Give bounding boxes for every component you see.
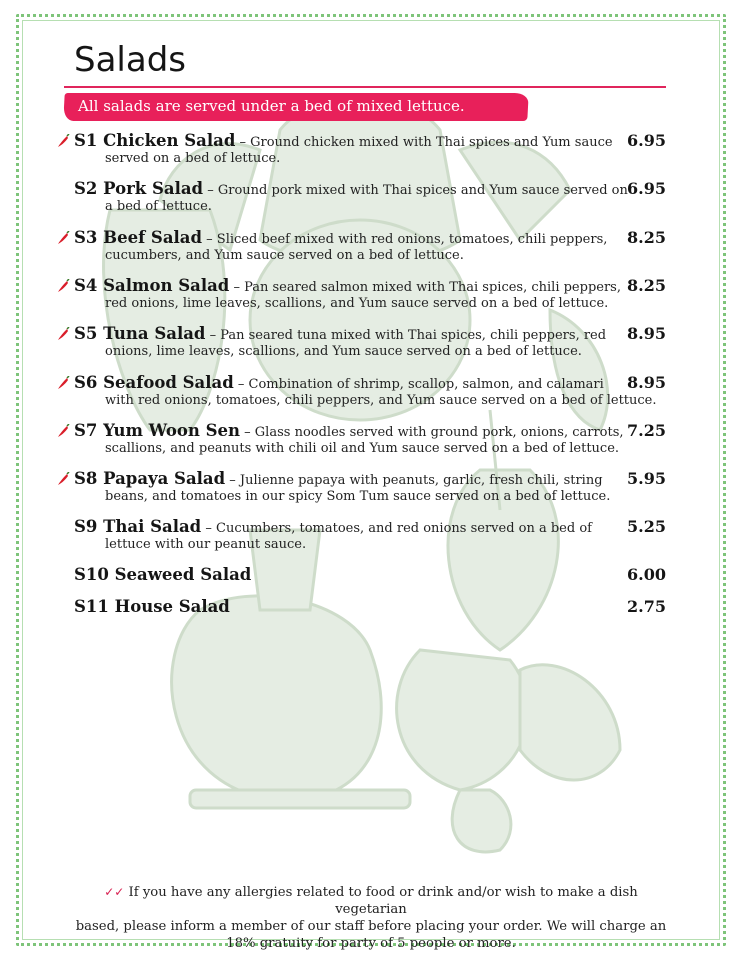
menu-item-description-continued: cucumbers, and Yum sauce served on a bed of lettuce. — [105, 248, 464, 263]
menu-item-description: Glass noodles served with ground pork, onions, carrots, — [254, 425, 624, 440]
menu-item-separator: – — [203, 183, 218, 198]
menu-item-separator: – — [235, 135, 251, 150]
menu-item — [74, 517, 664, 552]
menu-item-price: 7.25 — [627, 421, 666, 440]
chili-pepper-icon — [56, 231, 70, 245]
page-title: Salads — [74, 40, 186, 80]
menu-item-description: Combination of shrimp, scallop, salmon, and calamari — [248, 377, 604, 392]
menu-item — [74, 276, 664, 311]
menu-item-description-continued: red onions, lime leaves, scallions, and Yum sauce served on a bed of lettuce. — [105, 296, 609, 311]
menu-item-description-continued: scallions, and peanuts with chili oil and Yum sauce served on a bed of lettuce. — [105, 441, 620, 456]
menu-item — [74, 597, 664, 616]
menu-item-line — [74, 228, 664, 247]
menu-item-line — [74, 131, 664, 150]
chili-pepper-icon — [56, 376, 70, 390]
menu-item-line — [74, 421, 664, 440]
menu-item-name: S7 Yum Woon Sen — [74, 421, 241, 440]
menu-item — [74, 565, 664, 584]
menu-item-price: 6.00 — [627, 565, 666, 584]
chili-pepper-icon — [56, 279, 70, 293]
menu-item-line — [74, 373, 664, 392]
menu-item-name: S10 Seaweed Salad — [74, 565, 252, 584]
menu-item-name: S9 Thai Salad — [74, 517, 202, 536]
menu-item-price: 8.25 — [627, 276, 666, 295]
menu-item-price: 5.25 — [627, 517, 666, 536]
menu-item-separator: – — [229, 280, 245, 295]
menu-item-description-continued: lettuce with our peanut sauce. — [105, 537, 307, 552]
menu-item-separator: – — [202, 232, 217, 247]
menu-item-price: 6.95 — [627, 179, 666, 198]
menu-item-price: 8.95 — [627, 324, 666, 343]
menu-item-name: S11 House Salad — [74, 597, 230, 616]
menu-item-line — [74, 517, 664, 536]
menu-item — [74, 421, 664, 456]
menu-item-description-continued: a bed of lettuce. — [105, 199, 212, 214]
menu-item-line — [74, 597, 664, 616]
menu-item-description: Pan seared tuna mixed with Thai spices, chili peppers, red — [220, 328, 607, 343]
allergy-text-1: If you have any allergies related to food or drink and/or wish to make a dish vegetarian — [128, 885, 638, 917]
menu-item — [74, 131, 664, 166]
menu-item-line — [74, 179, 664, 198]
note-banner-text: All salads are served under a bed of mixed lettuce. — [78, 97, 465, 115]
menu-item-description-continued: served on a bed of lettuce. — [105, 151, 281, 166]
allergy-notice-line-2: based, please inform a member of our staff before placing your order. We will charge an — [75, 919, 667, 934]
menu-item-line — [74, 565, 664, 584]
menu-item-name: S2 Pork Salad — [74, 179, 204, 198]
menu-item-name: S6 Seafood Salad — [74, 373, 234, 392]
menu-item-price: 5.95 — [627, 469, 666, 488]
title-underline — [64, 86, 666, 88]
menu-item-description-continued: beans, and tomatoes in our spicy Som Tum sauce served on a bed of lettuce. — [105, 489, 611, 504]
menu-item — [74, 373, 664, 408]
menu-item-line — [74, 324, 664, 343]
menu-item-separator: – — [240, 425, 255, 440]
menu-item — [74, 324, 664, 359]
menu-item-name: S3 Beef Salad — [74, 228, 203, 247]
menu-item-description: Pan seared salmon mixed with Thai spices, chili peppers, — [244, 280, 621, 295]
allergy-notice-line-1 — [70, 884, 672, 918]
menu-item-name: S5 Tuna Salad — [74, 324, 206, 343]
checkmark-icon: ✓✓ — [104, 885, 125, 899]
menu-item-separator: – — [201, 521, 216, 536]
menu-item-description: Ground chicken mixed with Thai spices and Yum sauce — [250, 135, 613, 150]
menu-item-separator: – — [225, 473, 240, 488]
chili-pepper-icon — [56, 327, 70, 341]
menu-item-description-continued: with red onions, tomatoes, chili peppers, and Yum sauce served on a bed of lettuce. — [105, 393, 657, 408]
menu-item-separator: – — [205, 328, 221, 343]
menu-item — [74, 228, 664, 263]
allergy-notice-line-3: 18% gratuity for party of 5 people or more. — [226, 936, 516, 951]
menu-item-description: Cucumbers, tomatoes, and red onions served on a bed of — [216, 521, 592, 536]
menu-item-description: Ground pork mixed with Thai spices and Yum sauce served on — [217, 183, 628, 198]
menu-item-line — [74, 276, 664, 295]
menu-item — [74, 469, 664, 504]
chili-pepper-icon — [56, 134, 70, 148]
menu-item-price: 6.95 — [627, 131, 666, 150]
menu-item-price: 2.75 — [627, 597, 666, 616]
chili-pepper-icon — [56, 424, 70, 438]
menu-item — [74, 179, 664, 214]
chili-pepper-icon — [56, 472, 70, 486]
menu-item-name: S4 Salmon Salad — [74, 276, 230, 295]
menu-item-name: S1 Chicken Salad — [74, 131, 236, 150]
menu-item-price: 8.95 — [627, 373, 666, 392]
menu-item-description: Julienne papaya with peanuts, garlic, fresh chili, string — [239, 473, 603, 488]
menu-item-description: Sliced beef mixed with red onions, tomatoes, chili peppers, — [216, 232, 608, 247]
menu-item-price: 8.25 — [627, 228, 666, 247]
allergy-notice — [70, 884, 672, 952]
menu-item-name: S8 Papaya Salad — [74, 469, 226, 488]
menu-item-line — [74, 469, 664, 488]
menu-item-description-continued: onions, lime leaves, scallions, and Yum sauce served on a bed of lettuce. — [105, 344, 582, 359]
menu-item-separator: – — [233, 377, 249, 392]
